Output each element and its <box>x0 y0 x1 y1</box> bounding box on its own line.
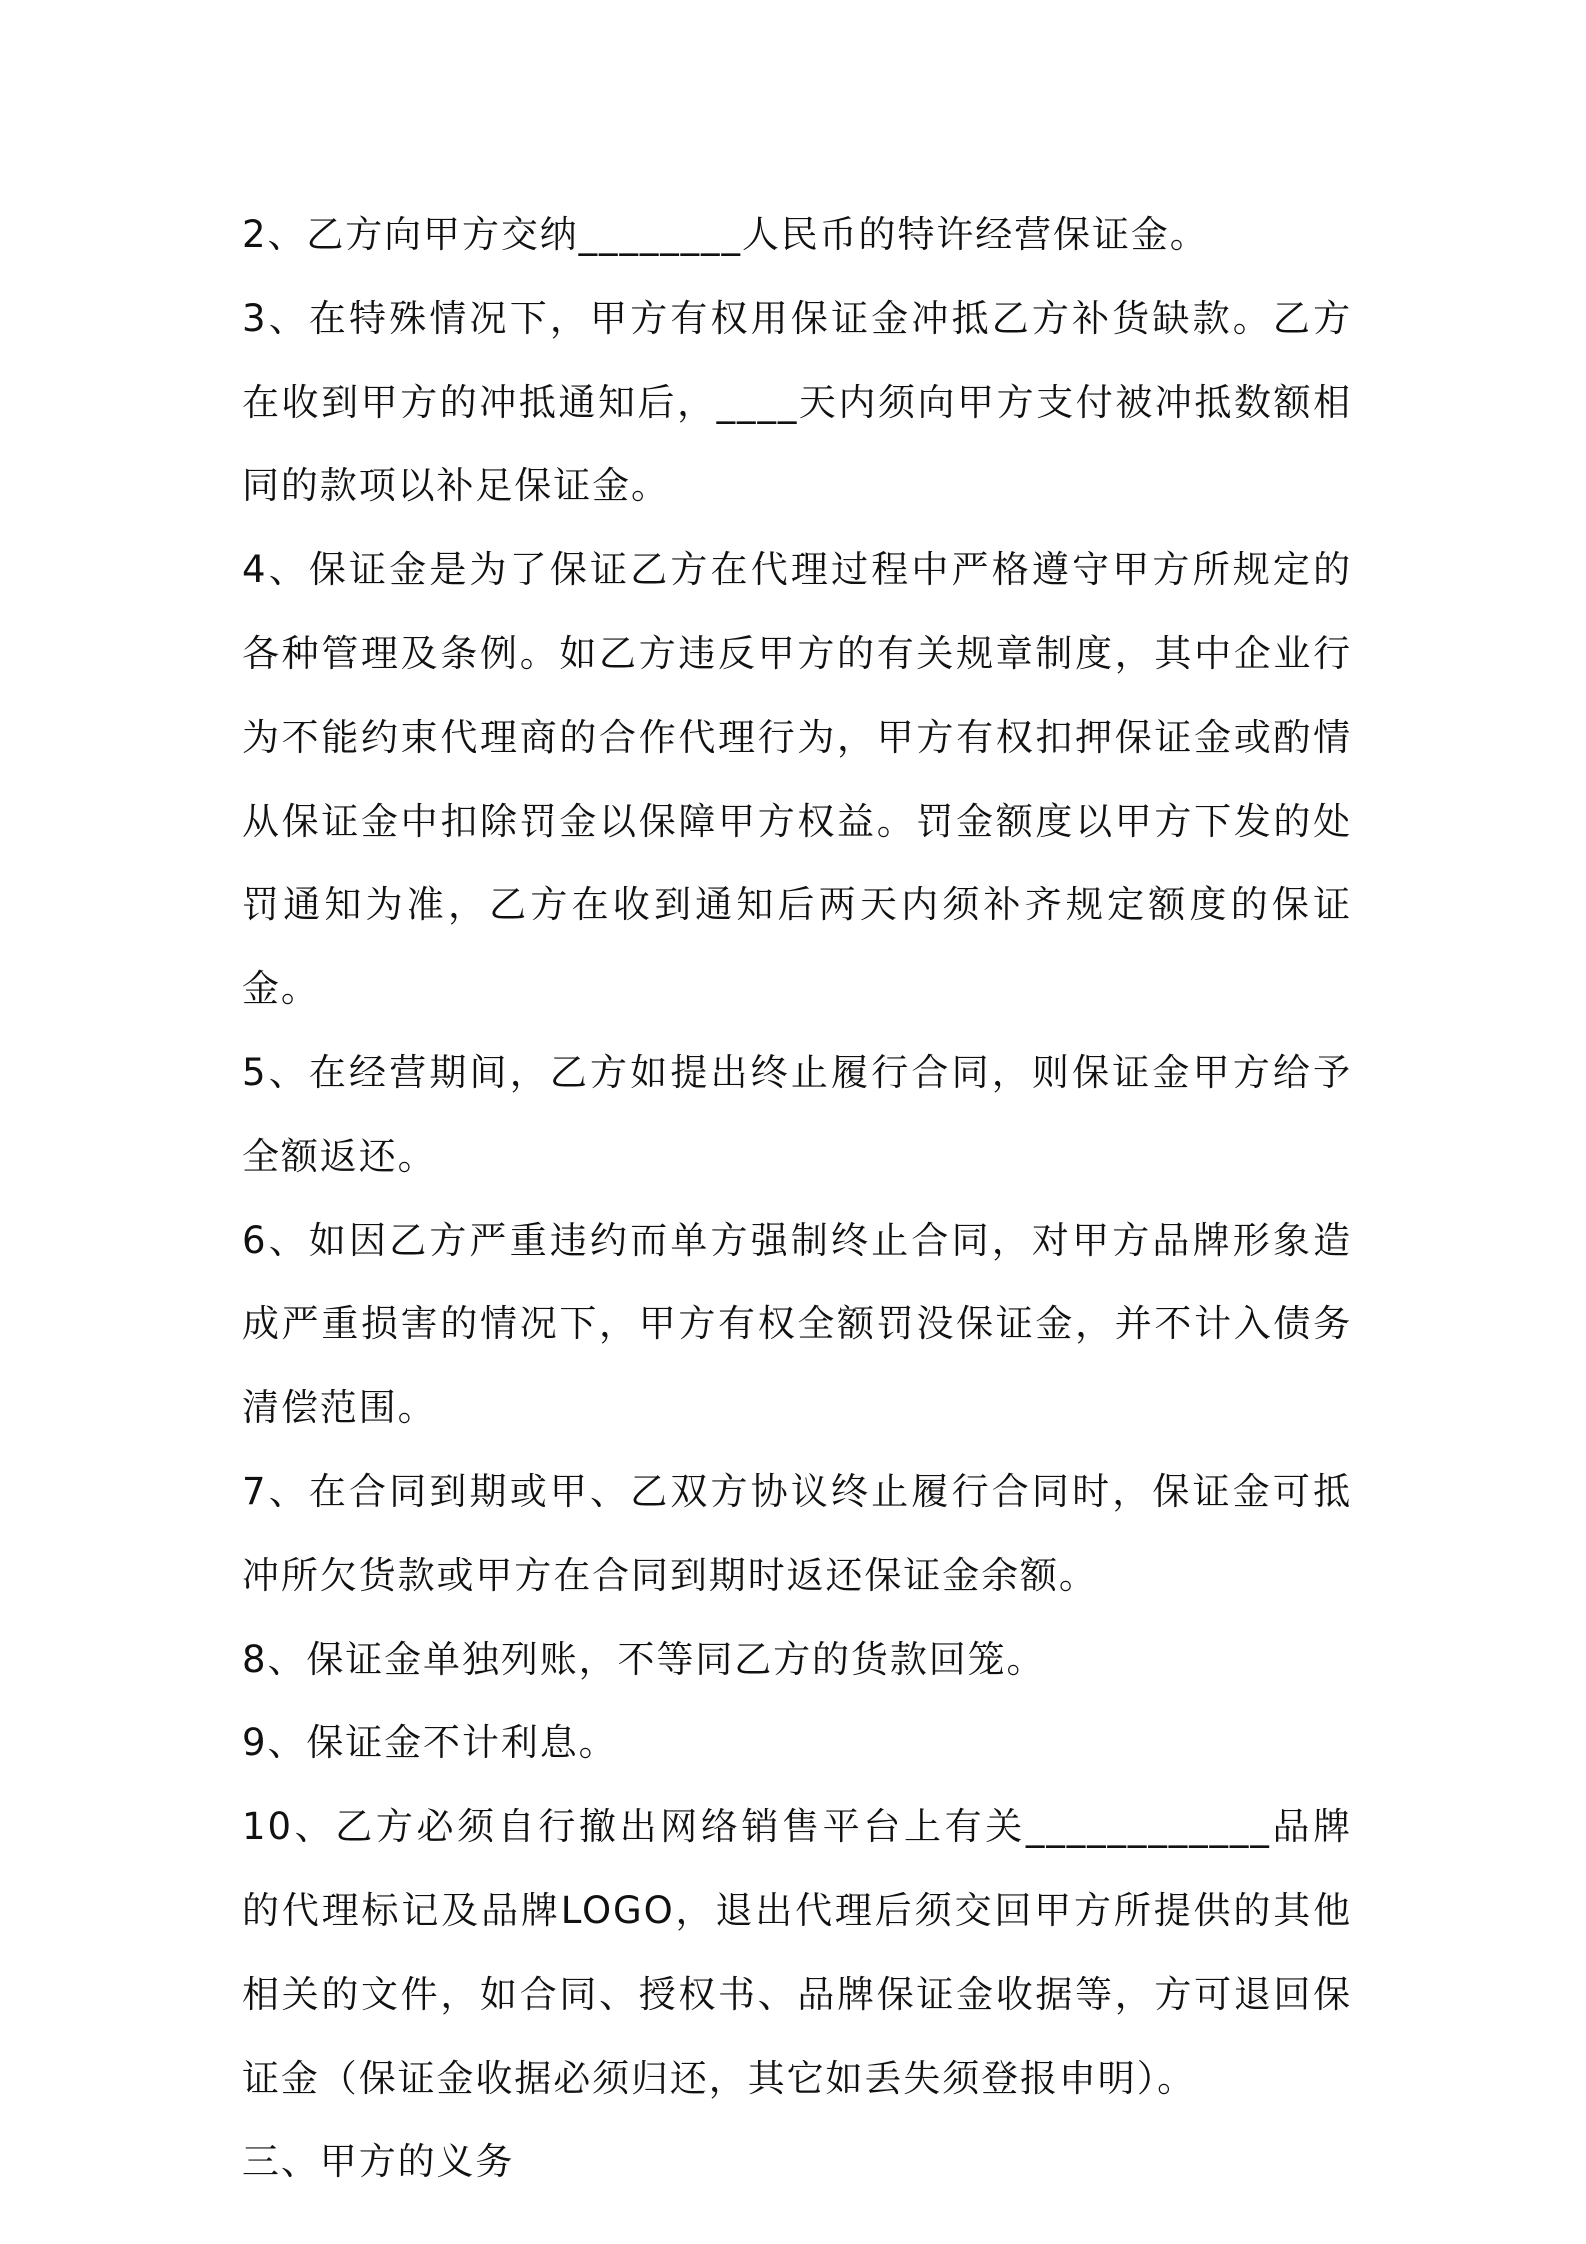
clause-7: 7、在合同到期或甲、乙双方协议终止履行合同时，保证金可抵冲所欠货款或甲方在合同到期时返还保证金余额。 <box>242 1469 1352 1597</box>
clause-2: 2、乙方向甲方交纳________人民币的特许经营保证金。 <box>242 213 1209 256</box>
clause-3: 3、在特殊情况下，甲方有权用保证金冲抵乙方补货缺款。乙方在收到甲方的冲抵通知后，____天内须向甲方支付被冲抵数额相同的款项以补足保证金。 <box>242 296 1352 508</box>
section-heading: 三、甲方的义务 <box>242 2140 515 2184</box>
clause-5: 5、在经营期间，乙方如提出终止履行合同，则保证金甲方给予全额返还。 <box>242 1050 1352 1178</box>
clause-10: 10、乙方必须自行撤出网络销售平台上有关____________品牌的代理标记及品牌LOGO，退出代理后须交回甲方所提供的其他相关的文件，如合同、授权书、品牌保证金收据等，方可退回保证金（保证金收据必须归还，其它如丢失须登报申明）。 <box>242 1805 1352 2100</box>
clause-9: 9、保证金不计利息。 <box>242 1721 618 1765</box>
document-body <box>242 193 1352 2204</box>
clause-6: 6、如因乙方严重违约而单方强制终止合同，对甲方品牌形象造成严重损害的情况下，甲方有权全额罚没保证金，并不计入债务清偿范围。 <box>242 1218 1352 1430</box>
clause-4: 4、保证金是为了保证乙方在代理过程中严格遵守甲方所规定的各种管理及条例。如乙方违反甲方的有关规章制度，其中企业行为不能约束代理商的合作代理行为，甲方有权扣押保证金或酌情从保证金中扣除罚金以保障甲方权益。罚金额度以甲方下发的处罚通知为准，乙方在收到通知后两天内须补齐规定额度的保证金。 <box>242 548 1352 1011</box>
clause-8: 8、保证金单独列账，不等同乙方的货款回笼。 <box>242 1637 1046 1681</box>
